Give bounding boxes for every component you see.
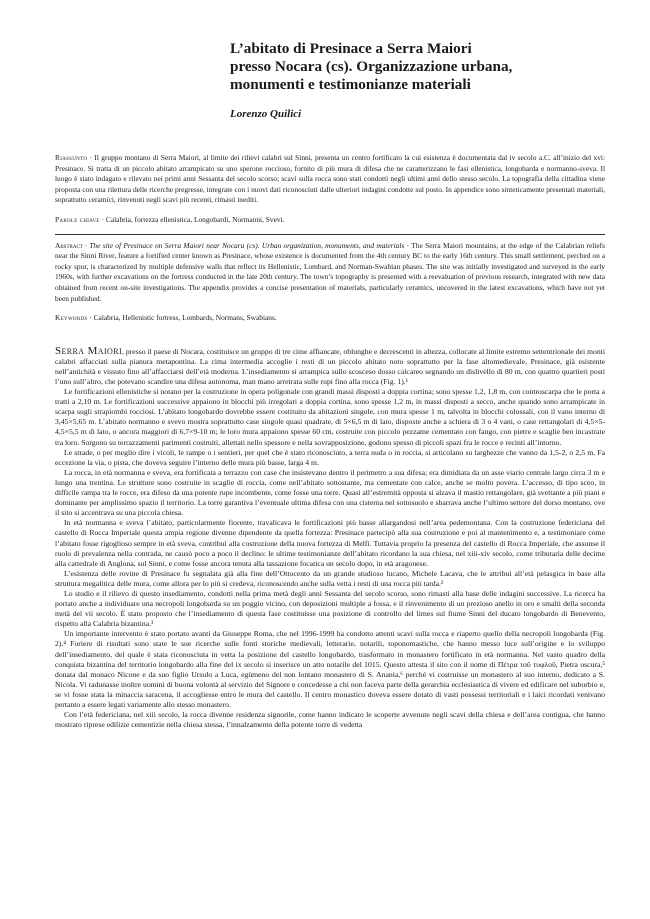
riassunto-text: · Il gruppo montano di Serra Maiori, al limite dei rilievi calabri sul Sinni, presenta un centro fortificato la cui esistenza è documentata dal iv secolo a.C. all’inizio del xvi: Presinace. Si tratta di un piccolo abitato arrampicato su uno sperone roccioso, fornito di più mura di difesa che ne caratterizzano le fasi ellenistica, longobarda e normanno-sveva. Il luogo è stato indagato e rilevato nei primi anni Sessanta del secolo scorso; scavi sulla rocca sono stati condotti negli ultimi anni dello stesso secolo. La topografia della cittadina viene proposta con una rilettura delle ricerche pregresse, integrate con i nuovi dati riconosciuti dalle ulteriori indagini condotte sul posto. In appendice sono sinteticamente presentati materiali, soprattutto ceramici, rinvenuti negli scavi più recenti, rimasti inediti.: [55, 153, 605, 205]
body-paragraph-4: La rocca, in età normanna e sveva, era fortificata a terrazzo con case che insistevano dentro il perimetro a sua difesa; era dimidiata da un asse viario centrale largo circa 3 m e lungo una trentina. Le strutture sono costruite in scaglie di roccia, come nell’abitato sottostante, ma cementate con calce, anche se molto povera. L’accesso, di tipo sceo, in difficile rampa tra le rocce, era difeso da una potente rupe incombente, come fosse una torre. Quasi all’estremità opposta si alzava il mastio rettangolare, già svettante a più piani e dominante per amplissimo spazio il territorio. La torre garantiva l’eventuale ultima difesa con una cisterna nel sottosuolo e sbarrava anche l’ultimo settore del dorso montano, ove il sito si accentrava su una piccola chiesa.: [55, 467, 605, 518]
abstract-block: [55, 241, 605, 305]
author-name: Lorenzo Quilici: [230, 108, 302, 120]
article-body: [55, 346, 605, 731]
keywords-label: Keywords: [55, 313, 88, 323]
article-title: [230, 40, 605, 94]
body-paragraph-3: Le strade, o per meglio dire i vicoli, le rampe o i sentieri, per quel che è stato riconosciuto, a terra nuda o in roccia, si articolano su larghezze che vanno da 1,5-2, o 2,5 m. Fa eccezione la via, o pista, che doveva seguire l’interno delle mura più basse, larga 4 m.: [55, 447, 605, 467]
abstract-label: Abstract: [55, 240, 83, 250]
opening-words: Serra Maiori: [55, 344, 123, 357]
divider: [55, 234, 605, 235]
body-paragraph-1: [55, 346, 605, 387]
riassunto-label: Riassunto: [55, 153, 88, 162]
parole-chiave-label: Parole chiave: [55, 214, 100, 224]
keywords-text: · Calabria, Hellenistic fortress, Lombards, Normans, Swabians.: [87, 313, 277, 323]
body-paragraph-8: Un importante intervento è stato portato avanti da Giuseppe Roma, che nel 1996-1999 ha condotto attenti scavi sulla rocca e riaperto quello della necropoli longobarda (Fig. 2).⁴ Foriere di risultati sono state le sue ricerche sulle fonti storiche medievali, letterarie, notarili, toponomastiche, che hanno messo luce sull’origine e lo sviluppo dell’insediamento, del quale è stata riconosciuta in vetta la posizione del castello longobardo, trasformato in monastero fortificato in età normanna. Nel vasto quadro della conquista bizantina del territorio longobardo alla fine del ix secolo si inserisce un atto notarile del 1015. Questo attesta il sito con il nome di Πέτρα τοῦ τυφλοῦ, Pietra oscura,⁵ donata dal monaco Nicone e da suo figlio Ursulo a Luca, egùmeno del non lontano monastero di S. Anania,⁶ perché vi costruisse un monastero al suo interno, dedicato a S. Nicola. Vi radunasse inoltre uomini di buona volontà al servizio del Signore e concedesse a chi non faceva parte della gerarchia ecclesiastica di vivere ed edificare nel suburbio e, se vi fosse stata la minaccia saracena, il accogliesse entro le mura del castello. Il centro monastico doveva essere dotato di vasti possessi territoriali e i laici ricordati venivano pertanto a essere legati variamente allo stesso monastero.: [55, 629, 605, 709]
title-line-2: presso Nocara (cs). Organizzazione urbana,: [230, 58, 513, 75]
keywords-block: [55, 313, 605, 324]
body-paragraph-6: L’esistenza delle rovine di Presinace fu segnalata già alla fine dell’Ottocento da un grande studioso lucano, Michele Lacava, che le attribuì all’età pelasgica in base alla struttura megalitica delle mura, come allora per lo più si credeva, riconoscendo anche sulla vetta i resti di una rocca più tarda.²: [55, 568, 605, 588]
body-paragraph-2: Le fortificazioni ellenistiche si notano per la costruzione in opera poligonale con grandi massi disposti a doppia cortina; sono spesse 1,2, 1,8 m, con controscarpa che le porta a tratti a 2,10 m. Le fortificazioni successive appaiono in blocchi più irregolari a doppia cortina, sono spesse 1,2 m, in massi disposti a secco, anche quando sono arrampicate in scarpa sugli strapiombi rocciosi. L’abitato longobardo dovrebbe essere costituito da abitazioni singole, con mura spesse 1 m, talvolta in blocchi colossali, con il vano interno di 3,45×5,65 m. L’abitato normanno e svevo mostra soprattutto case singole quasi quadrate, di 5×6,5 m di lato, disposte anche a schiera di 3 o 4 vani, o case rettangolari di 4,5×5-4,5×5,5 m di lato, o ancora maggiori di 6,7×9-10 m; le loro mura appaiono spesse 60 cm, costruite con piccolo pezzame cementato con fango, con pietre e scaglie ben incastrate tra loro. Sorgono su terrazzamenti parimenti costruiti, allettati nello spessore e nella sovrapposizione, godono spesso di piccoli spazi fra le rocce e recinti all’intorno.: [55, 387, 605, 447]
abstract-text: · The Serra Maiori mountains, at the edge of the Calabrian reliefs near the Sinni River, feature a fortified center known as Presinace, whose existence is documented from the 4th century BC to the early 16th century. This small settlement, perched on a rocky spur, is characterized by multiple defensive walls that reflect its Hellenistic, Lombard, and Norman-Swabian phases. The site was initially investigated and surveyed in the early 1960s, with further excavations on the fortress conducted in the late 20th century. The town’s topography is presented with a reevaluation of previous research, integrated with new data obtained from recent on-site investigations. The appendix provides a concise presentation of materials, particularly ceramics, uncovered in the latest excavations, which have not yet been published.: [55, 240, 605, 303]
title-line-1: L’abitato di Presinace a Serra Maiori: [230, 40, 472, 57]
parole-chiave-block: [55, 215, 605, 226]
title-line-3: monumenti e testimonianze materiali: [230, 76, 471, 93]
body-paragraph-5: In età normanna e sveva l’abitato, particolarmente fiorente, travalicava le fortificazioni più basse allargandosi nell’area pedemontana. Con la costruzione federiciana del castello di Rocca Imperiale questa ampia regione divenne dipendente da quella fortezza: Presinace partecipò alla sua costruzione e poi al mantenimento e, a testimoniare come l’abitato fosse rigoglioso sempre in età sveva, contribuì alla costruzione della nuova fortezza di Melfi. Tuttavia proprio la presenza del castello di Rocca Imperiale, che assunse il ruolo di prevalenza nella contrada, ne causò poco a poco il declino: le ultime testimonianze dell’abitato ricordano la sua chiesa, nel xiii-xiv secolo, come tributaria delle decime alla cattedrale di Anglona, sul Sinni, e come fosse ancora tenuta alla tassazione focatica un secolo dopo, in età aragonese.: [55, 518, 605, 568]
riassunto-block: [55, 153, 605, 206]
body-text-1: , presso il paese di Nocara, costituisce un gruppo di tre cime affiancate, oblunghe e decrescenti in altezza, collocate al limite estremo settentrionale dei monti calabri affacciati sulla pianura metapontina. La cima intermedia accoglie i resti di un piccolo abitato noto soprattutto per la fase altomedievale, Presinace, già esistente nell’antichità e vissuto fino all’affacciarsi dell’età moderna. L’insediamento si arrampica sullo scosceso dosso calcareo segnando un dislivello di 80 m, con quattro quartieri posti l’uno sull’altro, che potevano scandire una difesa autonoma, man mano arretrata sulle rupi fino alla rocca (Fig. 1).¹: [55, 346, 605, 386]
article-page: [55, 40, 605, 730]
parole-chiave-text: · Calabria, fortezza ellenistica, Longobardi, Normanni, Svevi.: [99, 214, 285, 224]
body-paragraph-7: Lo studio e il rilievo di questo insediamento, condotti nella prima metà degli anni Sessanta del secolo scorso, sono rimasti alla base delle indagini successive. La ricerca ha portato anche a individuare una necropoli longobarda su un poggio vicino, con deposizioni multiple a fossa, e il rinvenimento di un prezioso anello in oro e smalti della seconda metà del vii secolo. È stato proposto che l’insediamento di questa fase costituisse una posizione di controllo del limes sul fiume Sinni del ducato longobardo di Benevento, rispetto alla Calabria bizantina.³: [55, 588, 605, 629]
body-paragraph-9: Con l’età federiciana, nel xiii secolo, la rocca divenne residenza signorile, come hanno indicato le scoperte avvenute negli scavi della chiesa e dell’area contigua, che hanno mostrato riprese edilizie cementizie nella chiesa stessa, l’innalzamento della potente torre di vedetta: [55, 710, 605, 730]
abstract-title: · The site of Presinace on Serra Maiori near Nocara (cs). Urban organization, monuments, and materials: [82, 240, 405, 250]
